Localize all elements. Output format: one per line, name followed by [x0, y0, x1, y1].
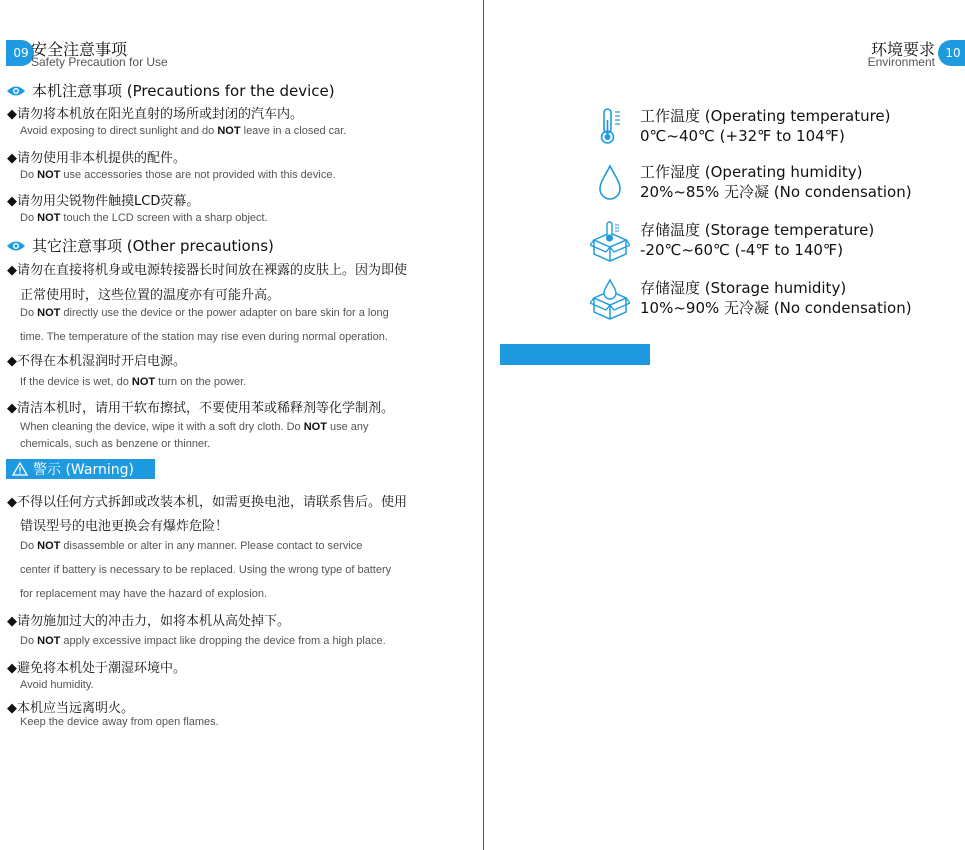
env-item-storage-temperature	[590, 220, 874, 266]
water-drop-icon	[590, 162, 630, 208]
bullet-en: Do NOT apply excessive impact like dropping the device from a high place.	[20, 635, 386, 647]
page-subtitle: Environment	[867, 55, 935, 69]
page-number-badge: 10	[938, 40, 965, 66]
eye-icon	[6, 239, 26, 253]
bullet-en: Avoid humidity.	[20, 679, 94, 691]
right-page	[484, 0, 965, 850]
env-item-operating-humidity	[590, 162, 912, 208]
bullet-en: Do NOT touch the LCD screen with a sharp object.	[20, 212, 268, 224]
env-label: 存储温度 (Storage temperature)	[640, 221, 875, 239]
bullet-zh: ◆请勿将本机放在阳光直射的场所或封闭的汽车内。	[7, 107, 303, 122]
bullet-en: Avoid exposing to direct sunlight and do NOT leave in a closed car.	[20, 125, 347, 137]
bullet-zh: ◆请勿在直接将机身或电源转接器长时间放在裸露的皮肤上。因为即使	[7, 263, 407, 278]
bullet-zh-cont: 错误型号的电池更换会有爆炸危险！	[20, 519, 229, 534]
box-drop-icon	[590, 278, 630, 324]
warning-banner: 警示 (Warning)	[6, 459, 155, 479]
thermometer-icon	[590, 106, 630, 152]
bullet-zh: ◆不得在本机湿润时开启电源。	[7, 354, 186, 369]
page-title: 环境要求	[870, 40, 935, 59]
section-heading-device: 本机注意事项 (Precautions for the device)	[6, 80, 335, 101]
env-item-operating-temperature	[590, 106, 891, 152]
bullet-en: Keep the device away from open flames.	[20, 716, 219, 728]
warning-icon	[12, 462, 28, 476]
bullet-zh: ◆清洁本机时，请用干软布擦拭，不要使用苯或稀释剂等化学制剂。	[7, 401, 394, 416]
bullet-zh: ◆请勿用尖锐物件触摸LCD荧幕。	[7, 194, 200, 209]
env-label: 工作湿度 (Operating humidity)	[640, 163, 863, 181]
bullet-en: When cleaning the device, wipe it with a soft dry cloth. Do NOT use any	[20, 421, 369, 433]
bullet-zh: ◆请勿施加过大的冲击力，如将本机从高处掉下。	[7, 614, 290, 629]
bullet-en: Do NOT disassemble or alter in any manner. Please contact to service	[20, 540, 363, 552]
bullet-en-cont: for replacement may have the hazard of explosion.	[20, 588, 268, 600]
env-value: 20%~85% 无冷凝 (No condensation)	[640, 183, 912, 201]
eye-icon	[6, 84, 26, 98]
env-label: 存储湿度 (Storage humidity)	[640, 279, 847, 297]
bullet-zh: ◆不得以任何方式拆卸或改装本机，如需更换电池，请联系售后。使用	[7, 495, 407, 510]
page-number-badge: 09	[6, 40, 34, 66]
bullet-en: If the device is wet, do NOT turn on the power.	[20, 376, 247, 388]
bullet-zh: ◆避免将本机处于潮湿环境中。	[7, 661, 186, 676]
bullet-zh-cont: 正常使用时，这些位置的温度亦有可能升高。	[20, 288, 281, 303]
bullet-en-cont: time. The temperature of the station may rise even during normal operation.	[20, 331, 388, 343]
env-value: 10%~90% 无冷凝 (No condensation)	[640, 299, 912, 317]
bullet-zh: ◆本机应当远离明火。	[7, 701, 134, 716]
page-subtitle: Safety Precaution for Use	[31, 55, 168, 69]
bullet-en: Do NOT directly use the device or the power adapter on bare skin for a long	[20, 307, 389, 319]
bullet-en: Do NOT use accessories those are not provided with this device.	[20, 169, 336, 181]
env-value: -20℃~60℃ (-4℉ to 140℉)	[640, 241, 844, 259]
env-label: 工作温度 (Operating temperature)	[640, 107, 891, 125]
env-item-storage-humidity	[590, 278, 912, 324]
bullet-en-cont: chemicals, such as benzene or thinner.	[20, 438, 211, 450]
bullet-zh: ◆请勿使用非本机提供的配件。	[7, 151, 186, 166]
bullet-en-cont: center if battery is necessary to be replaced. Using the wrong type of battery	[20, 564, 392, 576]
page-title: 安全注意事项	[31, 40, 128, 59]
accent-bar	[500, 344, 650, 365]
section-heading-other: 其它注意事项 (Other precautions)	[6, 235, 274, 256]
box-thermometer-icon	[590, 220, 630, 266]
env-value: 0℃~40℃ (+32℉ to 104℉)	[640, 127, 845, 145]
